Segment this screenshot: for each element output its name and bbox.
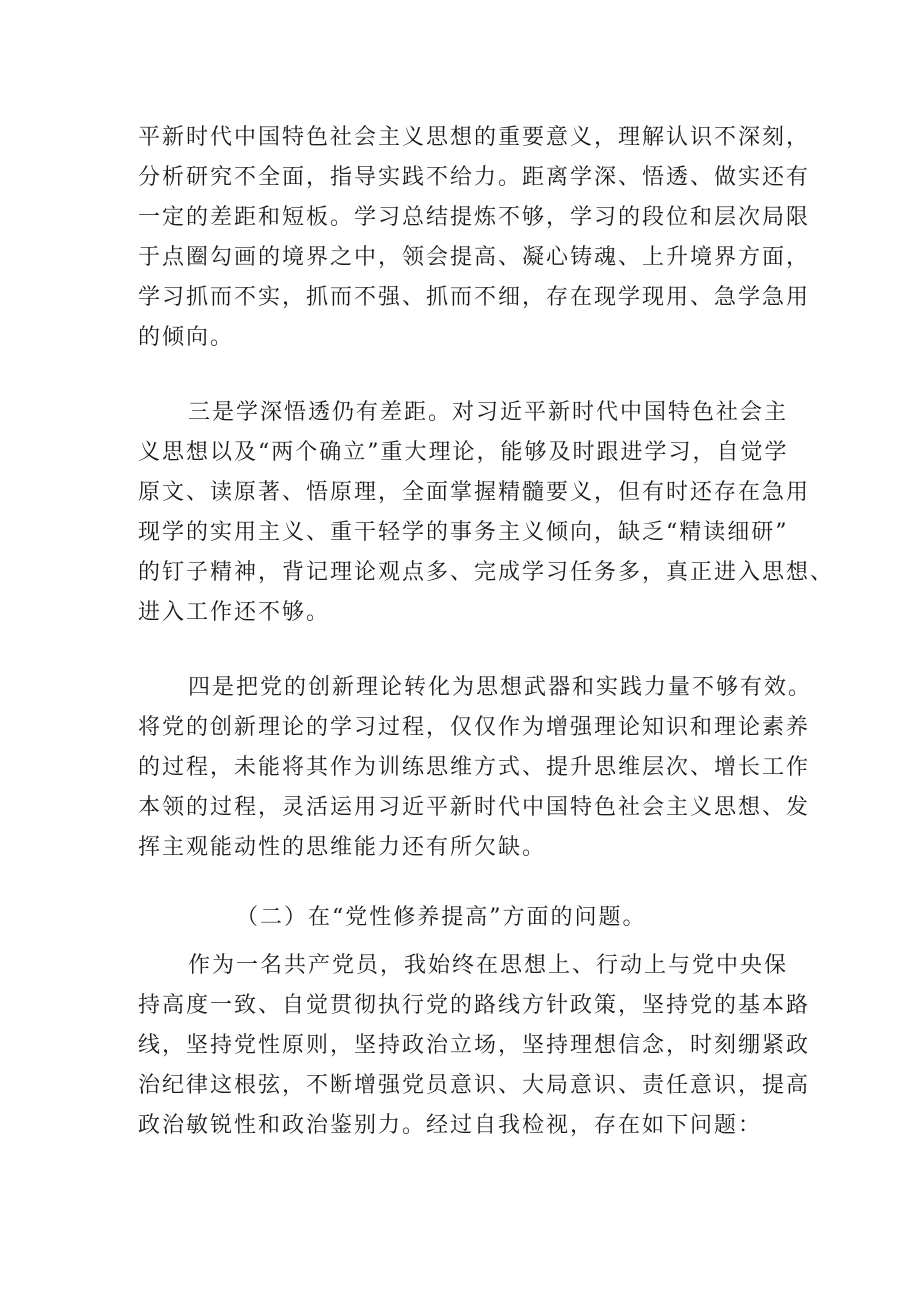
text-line: 四是把党的创新理论转化为思想武器和实践力量不够有效。 [188, 675, 813, 700]
text-line: 三是学深悟透仍有差距。对习近平新时代中国特色社会主 [188, 400, 789, 425]
text-line: 本领的过程，灵活运用习近平新时代中国特色社会主义思想、发 [138, 795, 811, 820]
text-line: 分析研究不全面，指导实践不给力。距离学深、悟透、做实还有 [138, 165, 811, 190]
paragraph-continuation [138, 118, 811, 358]
text-line: 作为一名共产党员，我始终在思想上、行动上与党中央保 [188, 953, 789, 978]
text-line: 于点圈勾画的境界之中，领会提高、凝心铸魂、上升境界方面， [138, 245, 811, 270]
text-line: 平新时代中国特色社会主义思想的重要意义，理解认识不深刻， [138, 125, 811, 150]
text-line: 原文、读原著、悟原理，全面掌握精髓要义，但有时还存在急用 [138, 480, 811, 505]
text-line: 治纪律这根弦，不断增强党员意识、大局意识、责任意识，提高 [138, 1073, 811, 1098]
text-line: 的钉子精神，背记理论观点多、完成学习任务多，真正进入思想、 [138, 560, 835, 585]
text-line: 一定的差距和短板。学习总结提炼不够，学习的段位和层次局限 [138, 205, 811, 230]
text-line: 线，坚持党性原则，坚持政治立场，坚持理想信念，时刻绷紧政 [138, 1033, 811, 1058]
section-heading [138, 898, 783, 938]
paragraph-point-four [138, 668, 813, 868]
text-line: 义思想以及“两个确立”重大理论，能够及时跟进学习，自觉学 [138, 440, 789, 465]
text-line: 学习抓而不实，抓而不强、抓而不细，存在现学现用、急学急用 [138, 285, 811, 310]
text-line: 的过程，未能将其作为训练思维方式、提升思维层次、增长工作 [138, 755, 811, 780]
text-line: 现学的实用主义、重干轻学的事务主义倾向，缺乏“精读细研” [138, 520, 789, 545]
text-line: 将党的创新理论的学习过程，仅仅作为增强理论知识和理论素养 [138, 715, 811, 740]
heading-line: （二）在“党性修养提高”方面的问题。 [236, 905, 647, 930]
text-line: 持高度一致、自觉贯彻执行党的路线方针政策，坚持党的基本路 [138, 993, 811, 1018]
text-line: 的倾向。 [138, 325, 235, 350]
paragraph-party-spirit [138, 946, 811, 1146]
text-line: 进入工作还不够。 [138, 600, 331, 625]
paragraph-point-three [138, 393, 835, 633]
text-line: 政治敏锐性和政治鉴别力。经过自我检视，存在如下问题： [138, 1113, 763, 1138]
text-line: 挥主观能动性的思维能力还有所欠缺。 [138, 835, 547, 860]
